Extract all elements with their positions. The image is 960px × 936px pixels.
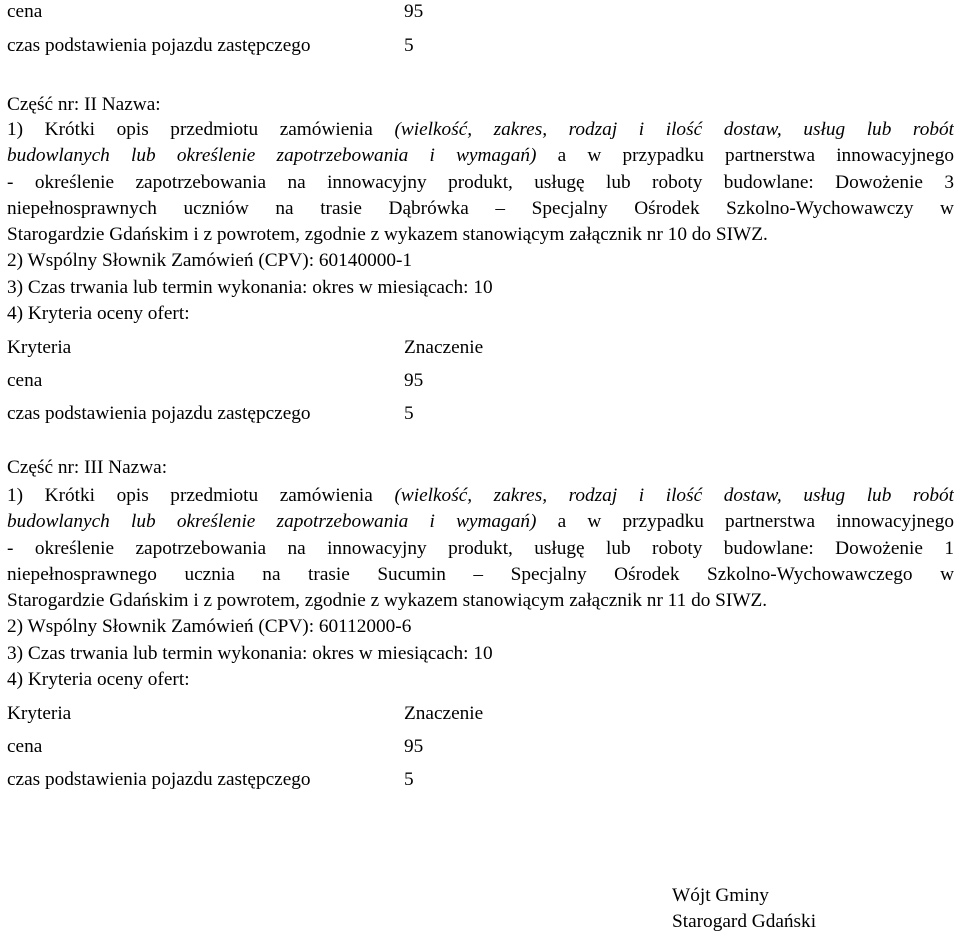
description-line: niepełnosprawnego ucznia na trasie Sucumin – Specjalny Ośrodek Szkolno-Wychowawczego w — [7, 564, 954, 585]
description-line: Starogardzie Gdańskim i z powrotem, zgodnie z wykazem stanowiącym załącznik nr 10 do SIWZ. — [7, 224, 768, 245]
criteria-value: 95 — [404, 736, 424, 757]
cpv-line: 2) Wspólny Słownik Zamówień (CPV): 60140000-1 — [7, 250, 413, 271]
description-line: - określenie zapotrzebowania na innowacyjny produkt, usługę lub roboty budowlane: Dowożenie 1 — [7, 538, 954, 559]
criteria-label: cena — [7, 736, 43, 757]
description-line: niepełnosprawnych uczniów na trasie Dąbrówka – Specjalny Ośrodek Szkolno-Wychowawczy w — [7, 198, 954, 219]
description-text: a w przypadku partnerstwa innowacyjnego — [557, 145, 954, 166]
criteria-heading: 4) Kryteria oceny ofert: — [7, 303, 190, 324]
part-heading: Część nr: III Nazwa: — [7, 457, 168, 478]
weight-column-header: Znaczenie — [404, 337, 484, 358]
description-text: a w przypadku partnerstwa innowacyjnego — [557, 511, 954, 532]
weight-column-header: Znaczenie — [404, 703, 484, 724]
description-italic: budowlanych lub określenie zapotrzebowania i wymagań) — [7, 511, 537, 532]
description-line — [7, 485, 954, 507]
description-text: 1) Krótki opis przedmiotu zamówienia — [7, 485, 373, 506]
description-text: 1) Krótki opis przedmiotu zamówienia — [7, 119, 373, 140]
description-line — [7, 119, 954, 141]
description-line: Starogardzie Gdańskim i z powrotem, zgodnie z wykazem stanowiącym załącznik nr 11 do SIWZ. — [7, 590, 768, 611]
description-line: - określenie zapotrzebowania na innowacyjny produkt, usługę lub roboty budowlane: Dowożenie 3 — [7, 172, 954, 193]
duration-line: 3) Czas trwania lub termin wykonania: okres w miesiącach: 10 — [7, 643, 493, 664]
description-italic: (wielkość, zakres, rodzaj i ilość dostaw, usług lub robót — [394, 485, 954, 506]
part-heading: Część nr: II Nazwa: — [7, 94, 161, 115]
criteria-value: 5 — [404, 35, 414, 56]
criteria-column-header: Kryteria — [7, 703, 72, 724]
criteria-label: czas podstawienia pojazdu zastępczego — [7, 35, 311, 56]
criteria-value: 5 — [404, 403, 414, 424]
criteria-label: cena — [7, 1, 43, 22]
criteria-label: cena — [7, 370, 43, 391]
description-italic: (wielkość, zakres, rodzaj i ilość dostaw, usług lub robót — [394, 119, 954, 140]
description-line — [7, 511, 954, 533]
duration-line: 3) Czas trwania lub termin wykonania: okres w miesiącach: 10 — [7, 277, 493, 298]
criteria-label: czas podstawienia pojazdu zastępczego — [7, 403, 311, 424]
criteria-heading: 4) Kryteria oceny ofert: — [7, 669, 190, 690]
criteria-label: czas podstawienia pojazdu zastępczego — [7, 769, 311, 790]
cpv-line: 2) Wspólny Słownik Zamówień (CPV): 60112000-6 — [7, 616, 412, 637]
description-italic: budowlanych lub określenie zapotrzebowania i wymagań) — [7, 145, 537, 166]
criteria-value: 5 — [404, 769, 414, 790]
description-line — [7, 145, 954, 167]
signature-place: Starogard Gdański — [672, 911, 817, 932]
criteria-value: 95 — [404, 370, 424, 391]
criteria-column-header: Kryteria — [7, 337, 72, 358]
signature-title: Wójt Gminy — [672, 885, 769, 906]
criteria-value: 95 — [404, 1, 424, 22]
